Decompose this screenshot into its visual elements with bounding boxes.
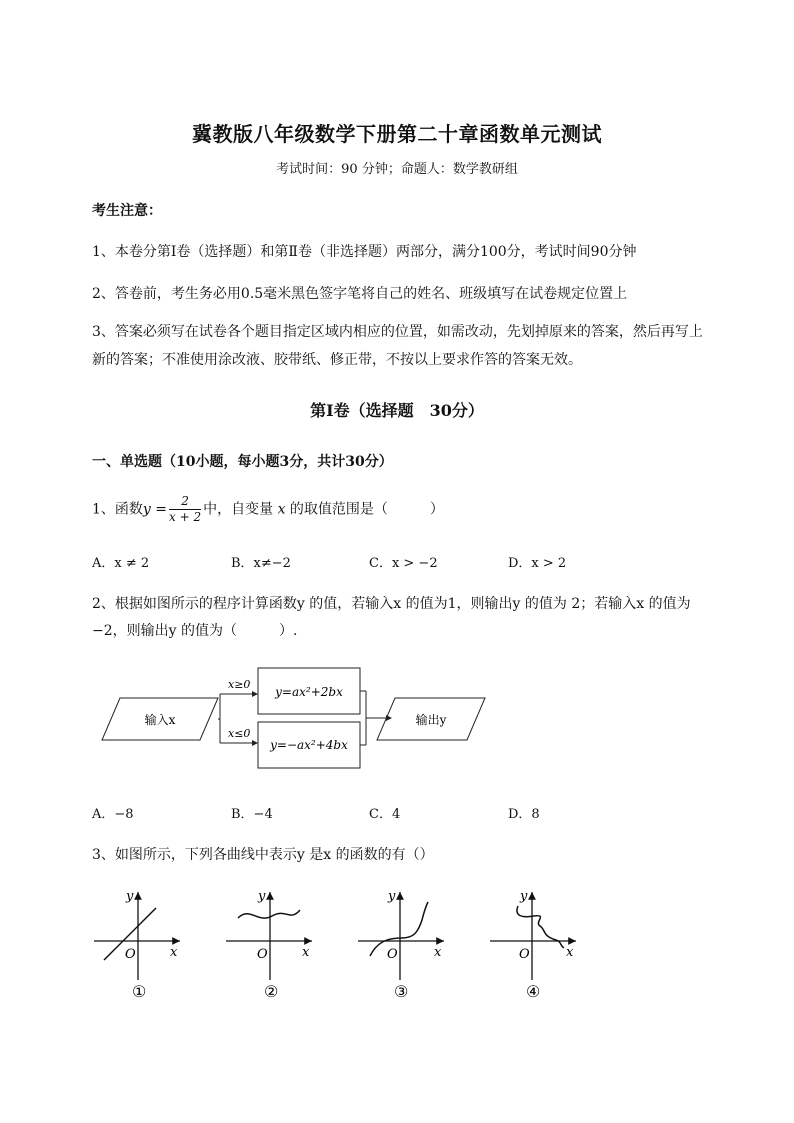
graph-1-y-label: y	[126, 889, 134, 904]
graph-3-curve	[370, 902, 428, 956]
formula-top: y=ax²+2bx	[275, 685, 343, 699]
arrow-top	[252, 691, 258, 697]
q1-var: x	[277, 501, 286, 518]
flowchart	[90, 660, 490, 775]
q1-suffix2: 的取值范围是（ ）	[289, 501, 444, 518]
graph-2	[226, 889, 312, 1001]
q2-line-1: 2、根据如图所示的程序计算函数y 的值，若输入x 的值为1，则输出y 的值为 2；若输入x 的值为	[92, 596, 691, 612]
graph-3-origin: O	[387, 947, 398, 962]
q1-option-a: A．x ≠ 2	[92, 556, 150, 571]
graph-4-x-label: x	[566, 945, 574, 960]
q1-fraction-denominator: x + 2	[169, 510, 202, 524]
q1-fraction-numerator: 2	[169, 494, 201, 510]
formula-bottom: y=−ax²+4bx	[270, 738, 348, 752]
graph-1-x-label: x	[170, 945, 178, 960]
q2-option-a: A．−8	[92, 807, 134, 822]
condition-bottom: x≤0	[228, 727, 251, 740]
graph-1-origin: O	[125, 947, 136, 962]
page-subtitle: 考试时间：90 分钟；命题人：数学教研组	[276, 162, 518, 177]
graph-4-curve	[517, 906, 564, 948]
graph-1-label: ①	[132, 982, 147, 1001]
notice-item-1: 1、本卷分第Ⅰ卷（选择题）和第Ⅱ卷（非选择题）两部分，满分100分，考试时间90分钟	[92, 244, 637, 260]
q1-prefix: 1、函数	[92, 501, 143, 518]
q2-option-b: B．−4	[231, 807, 273, 822]
condition-top: x≥0	[228, 678, 251, 691]
question-3: 3、如图所示，下列各曲线中表示y 是x 的函数的有（）	[92, 847, 434, 863]
part-title: 一、单选题（10小题，每小题3分，共计30分）	[92, 454, 393, 470]
notice-heading: 考生注意：	[92, 203, 162, 219]
flow-output-label: 输出y	[415, 713, 447, 727]
graph-1	[94, 889, 180, 1001]
graph-4-y-label: y	[520, 889, 528, 904]
q1-option-c: C．x > −2	[369, 556, 438, 571]
graph-3-label: ③	[394, 982, 409, 1001]
q1-y-eq: y =	[142, 501, 168, 518]
notice-item-3: 3、答案必须写在试卷各个题目指定区域内相应的位置，如需改动，先划掉原来的答案，然后再写上新的答案；不准使用涂改液、胶带纸、修正带，不按以上要求作答的答案无效。	[92, 324, 703, 368]
graph-4	[490, 889, 576, 1001]
notice-item-2: 2、答卷前，考生务必用0.5毫米黑色签字笔将自己的姓名、班级填写在试卷规定位置上	[92, 286, 628, 302]
graph-2-label: ②	[264, 982, 279, 1001]
q2-line-2: −2，则输出y 的值为（ ）.	[92, 623, 298, 639]
graph-2-curve	[238, 910, 300, 918]
q1-fraction	[169, 494, 201, 525]
function-graphs	[90, 880, 590, 1010]
q1-option-d: D．x > 2	[508, 556, 567, 571]
graph-2-y-label: y	[258, 889, 266, 904]
question-1	[92, 494, 444, 525]
graph-2-x-label: x	[302, 945, 310, 960]
q1-option-b: B．x≠−2	[231, 556, 291, 571]
graph-4-label: ④	[526, 982, 541, 1001]
q2-option-c: C．4	[369, 807, 401, 822]
graph-4-origin: O	[519, 947, 530, 962]
q2-option-d: D．8	[508, 807, 540, 822]
graph-3	[358, 889, 444, 1001]
section-title: 第Ⅰ卷（选择题 30分）	[310, 401, 484, 420]
graph-2-origin: O	[257, 947, 268, 962]
q1-suffix: 中，自变量	[203, 501, 274, 518]
arrow-bottom	[252, 740, 258, 746]
flow-input-label: 输入x	[144, 713, 176, 727]
page-title: 冀教版八年级数学下册第二十章函数单元测试	[192, 122, 602, 146]
graph-3-x-label: x	[434, 945, 442, 960]
graph-3-y-label: y	[388, 889, 396, 904]
